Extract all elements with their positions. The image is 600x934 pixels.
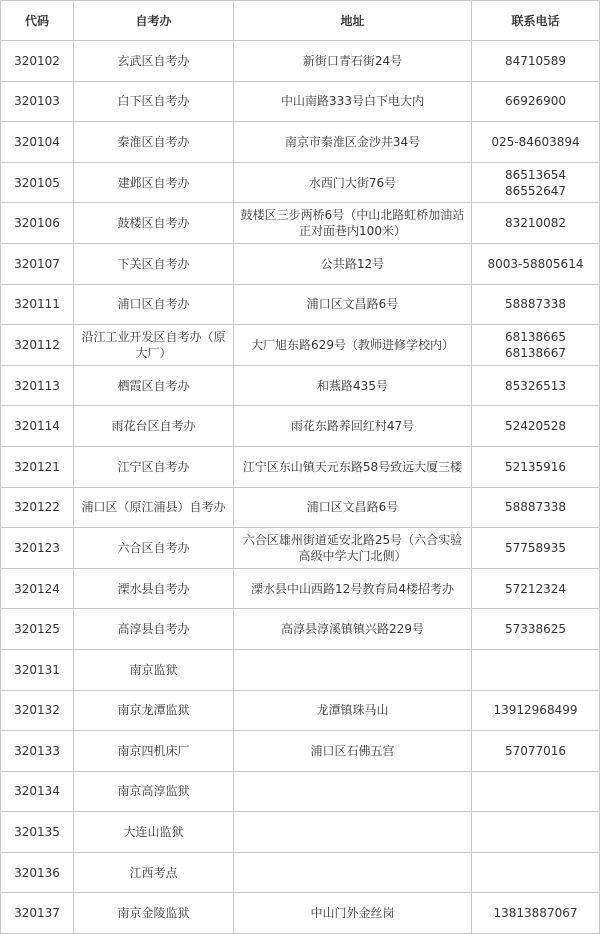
cell-office: 大连山监狱 [74, 812, 234, 853]
cell-code: 320133 [1, 731, 74, 772]
cell-phone: 57212324 [472, 568, 600, 609]
cell-office: 浦口区（原江浦县）自考办 [74, 487, 234, 528]
cell-phone: 13912968499 [472, 690, 600, 731]
header-address: 地址 [234, 1, 472, 41]
table-row [1, 731, 600, 772]
cell-office: 秦淮区自考办 [74, 122, 234, 163]
cell-address: 水西门大街76号 [234, 162, 472, 203]
cell-address: 新街口青石街24号 [234, 41, 472, 82]
header-phone: 联系电话 [472, 1, 600, 41]
cell-phone: 57077016 [472, 731, 600, 772]
table-row [1, 609, 600, 650]
cell-code: 320123 [1, 528, 74, 569]
table-row [1, 568, 600, 609]
cell-code: 320113 [1, 365, 74, 406]
cell-code: 320105 [1, 162, 74, 203]
table-row [1, 41, 600, 82]
cell-phone: 68138665 68138667 [472, 325, 600, 366]
cell-office: 雨花台区自考办 [74, 406, 234, 447]
cell-office: 江宁区自考办 [74, 446, 234, 487]
table-row [1, 284, 600, 325]
cell-phone [472, 771, 600, 812]
cell-office: 高淳县自考办 [74, 609, 234, 650]
cell-address: 浦口区文昌路6号 [234, 487, 472, 528]
cell-office: 浦口区自考办 [74, 284, 234, 325]
cell-code: 320106 [1, 203, 74, 244]
cell-address: 中山门外金丝岗 [234, 893, 472, 934]
cell-phone: 8003-58805614 [472, 243, 600, 284]
table-row [1, 528, 600, 569]
cell-code: 320111 [1, 284, 74, 325]
table-row [1, 243, 600, 284]
cell-office: 白下区自考办 [74, 81, 234, 122]
cell-phone: 58887338 [472, 284, 600, 325]
cell-address [234, 771, 472, 812]
cell-address: 六合区雄州街道延安北路25号（六合实验高级中学大门北侧） [234, 528, 472, 569]
cell-office: 鼓楼区自考办 [74, 203, 234, 244]
cell-code: 320112 [1, 325, 74, 366]
cell-phone: 13813887067 [472, 893, 600, 934]
cell-code: 320103 [1, 81, 74, 122]
cell-code: 320125 [1, 609, 74, 650]
table-row [1, 406, 600, 447]
cell-code: 320137 [1, 893, 74, 934]
cell-address: 公共路12号 [234, 243, 472, 284]
cell-phone: 52420528 [472, 406, 600, 447]
cell-address [234, 852, 472, 893]
table-row [1, 690, 600, 731]
cell-phone [472, 649, 600, 690]
cell-office: 南京高淳监狱 [74, 771, 234, 812]
cell-office: 下关区自考办 [74, 243, 234, 284]
cell-address: 雨花东路养回红村47号 [234, 406, 472, 447]
table-row [1, 162, 600, 203]
cell-code: 320131 [1, 649, 74, 690]
table-row [1, 893, 600, 934]
header-row [1, 1, 600, 41]
cell-code: 320136 [1, 852, 74, 893]
cell-code: 320124 [1, 568, 74, 609]
table-row [1, 81, 600, 122]
cell-address: 高淳县淳溪镇镇兴路229号 [234, 609, 472, 650]
table-row [1, 852, 600, 893]
table-row [1, 649, 600, 690]
cell-office: 沿江工业开发区自考办（原大厂） [74, 325, 234, 366]
cell-phone: 66926900 [472, 81, 600, 122]
cell-address: 南京市秦淮区金沙井34号 [234, 122, 472, 163]
cell-address: 浦口区石佛五宫 [234, 731, 472, 772]
cell-address: 中山南路333号白下电大内 [234, 81, 472, 122]
cell-code: 320104 [1, 122, 74, 163]
table-row [1, 487, 600, 528]
cell-office: 栖霞区自考办 [74, 365, 234, 406]
header-code: 代码 [1, 1, 74, 41]
table-row [1, 365, 600, 406]
cell-office: 南京监狱 [74, 649, 234, 690]
header-office: 自考办 [74, 1, 234, 41]
cell-address: 江宁区东山镇天元东路58号致远大厦三楼 [234, 446, 472, 487]
cell-office: 南京四机床厂 [74, 731, 234, 772]
cell-phone: 85326513 [472, 365, 600, 406]
cell-code: 320121 [1, 446, 74, 487]
cell-address: 大厂旭东路629号（教师进修学校内） [234, 325, 472, 366]
table-row [1, 446, 600, 487]
cell-address: 浦口区文昌路6号 [234, 284, 472, 325]
cell-phone: 57338625 [472, 609, 600, 650]
cell-code: 320135 [1, 812, 74, 853]
cell-address: 龙潭镇珠马山 [234, 690, 472, 731]
cell-office: 玄武区自考办 [74, 41, 234, 82]
cell-phone: 52135916 [472, 446, 600, 487]
cell-code: 320122 [1, 487, 74, 528]
cell-address [234, 812, 472, 853]
cell-phone: 58887338 [472, 487, 600, 528]
cell-code: 320114 [1, 406, 74, 447]
cell-office: 南京金陵监狱 [74, 893, 234, 934]
cell-code: 320132 [1, 690, 74, 731]
cell-address: 和燕路435号 [234, 365, 472, 406]
table-row [1, 812, 600, 853]
cell-address [234, 649, 472, 690]
cell-code: 320102 [1, 41, 74, 82]
cell-address: 鼓楼区三步两桥6号（中山北路虹桥加油站正对面巷内100米） [234, 203, 472, 244]
cell-phone: 83210082 [472, 203, 600, 244]
cell-office: 溧水县自考办 [74, 568, 234, 609]
cell-phone: 84710589 [472, 41, 600, 82]
cell-phone [472, 812, 600, 853]
table-row [1, 122, 600, 163]
cell-office: 江西考点 [74, 852, 234, 893]
table-row [1, 325, 600, 366]
cell-office: 建邺区自考办 [74, 162, 234, 203]
cell-phone [472, 852, 600, 893]
table-body [1, 41, 600, 934]
cell-office: 南京龙潭监狱 [74, 690, 234, 731]
table-row [1, 203, 600, 244]
table-row [1, 771, 600, 812]
cell-code: 320134 [1, 771, 74, 812]
cell-phone: 57758935 [472, 528, 600, 569]
cell-address: 溧水县中山西路12号教育局4楼招考办 [234, 568, 472, 609]
cell-code: 320107 [1, 243, 74, 284]
cell-phone: 025-84603894 [472, 122, 600, 163]
cell-phone: 86513654 86552647 [472, 162, 600, 203]
cell-office: 六合区自考办 [74, 528, 234, 569]
